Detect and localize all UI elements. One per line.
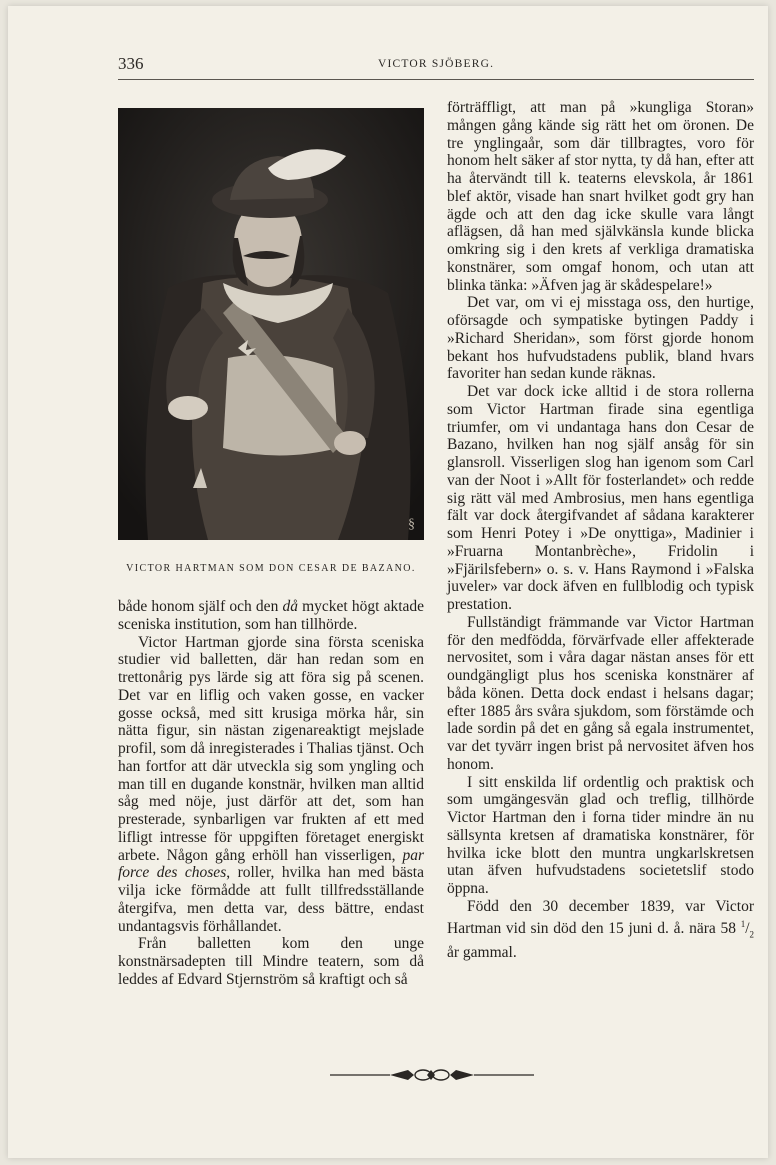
portrait-illustration: [118, 108, 424, 540]
paragraph: Född den 30 december 1839, var Victor Hartman vid sin död den 15 juni d. å. nära 58 $^1/_2$ år gammal.: [447, 897, 754, 961]
page-number: 336: [118, 54, 144, 73]
paragraph: förträffligt, att man på »kungliga Storan» mången gång kände sig rätt het om öronen. De tre ynglingaår, som där tillbragtes, voro för honom helt säker af stor nytta, ty då han, efter att ha återvändt till k. teaterns elevskola, år 1861 blef aktör, visade han snart hvilket godt gry han ägde och att den dag icke skulle vara långt aflägsen, då han med självkänsla kunde blicka omkring sig i den krets af verkliga dramatiska konstnärer, som omgaf honom, och utan att blinka tänka: »Äfven jag är skådespelare!»: [447, 99, 754, 294]
paragraph: Från balletten kom den unge konstnärsadepten till Mindre teatern, som då leddes af Edvard Stjernström så kraftigt och så: [118, 935, 424, 988]
paragraph: I sitt enskilda lif ordentlig och praktisk och som umgängesvän glad och treflig, tillhörde Victor Hartman den i forna tider mindre än nu sällsynta kretsen af dramatiska konstnärer, för hvilka icke blott den muntra ungkarlskretsen utan äfven hufvudstadens societetslif stodo öppna.: [447, 773, 754, 897]
text-span: Född den 30 december 1839, var Victor Hartman vid sin död den 15 juni d. å. nära 58: [447, 897, 754, 937]
svg-text:§: §: [408, 517, 415, 532]
paragraph: Det var, om vi ej misstaga oss, den hurtige, oförsagde och sympatiske bytingen Paddy i »Richard Sheridan», som först gjorde honom bekant hos hufvudstadens publik, bland hvars favoriter han sedan kunde räknas.: [447, 294, 754, 383]
text-span: både honom själf och den: [118, 598, 283, 615]
emphasis: par force des choses: [118, 846, 424, 882]
figure-caption: VICTOR HARTMAN SOM DON CESAR DE BAZANO.: [126, 563, 416, 574]
text-span: , roller, hvilka han med bästa vilja icke förmådde att fullt tillfredsställande återgifva, men detta var, dess bättre, endast undantagsvis förhållandet.: [118, 864, 424, 935]
right-column: [447, 99, 754, 961]
left-column: [118, 598, 424, 989]
book-page: [8, 6, 768, 1158]
portrait-photo: [118, 108, 424, 540]
paragraph: Fullständigt främmande var Victor Hartman för den medfödda, förvärfvade eller affekterade nervositet, som i våra dagar nästan anses för ett oundgängligt plus hos sceniska konstnärer af båda könen. Detta dock endast i helsans dagar; efter 1885 års svåra sjukdom, som förstämde och lade sordin på det en gång så egala instrumentet, var det tyvärr ingen brist på nervositet äfven hos honom.: [447, 613, 754, 773]
paragraph: [118, 598, 424, 634]
header-rule: [118, 79, 754, 80]
running-title: VICTOR SJÖBERG.: [378, 58, 495, 70]
text-span: mycket högt aktade sceniska institution, som han tillhörde.: [118, 598, 425, 633]
ornament-divider-icon: [330, 1065, 534, 1085]
paragraph: Det var dock icke alltid i de stora rollerna som Victor Hartman firade sina egentliga triumfer, om vi undantaga hans don Cesar de Bazano, hvilken han nog själf ansåg för sin glansroll. Visserligen slog han igenom som Carl van der Noot i »Allt för fosterlandet» och redde sig rätt väl med Ambrosius, men hans egentliga fält var dock återgifvandet af sådana karakterer som Henri Potey i »De onyttiga», Madinier i »Fruarna Montanbrèche», Fridolin i »Fjärilsfebern» o. s. v. Hans Raymond i »Falska juveler» var dock äfven en fullblodig och typisk prestation.: [447, 383, 754, 613]
paragraph: [118, 634, 424, 936]
fraction-numerator: 1: [740, 918, 746, 929]
emphasis: då: [282, 598, 298, 615]
fraction-denominator: 2: [749, 928, 754, 939]
text-span: år gammal.: [447, 943, 517, 961]
text-span: Victor Hartman gjorde sina första sceniska studier vid balletten, där han redan som en trettonårig pys lärde sig att föra sig på scenen. Det var en liflig och vaken gosse, en vacker gosse också, med sitt krusiga mörka hår, sin nätta figur, sin nästan zigenareaktigt mejslade profil, som då inregisterades i Thalias tjänst. Och han fortfor att där utveckla sig som yngling och man till en dugande konstnär, hvilken man alltid såg med nöje, just därför att det, som han presterade, synbarligen var frukten af ett med lifligt intresse för uppgiften företaget energiskt arbete. Någon gång erhöll han visserligen,: [118, 633, 424, 864]
